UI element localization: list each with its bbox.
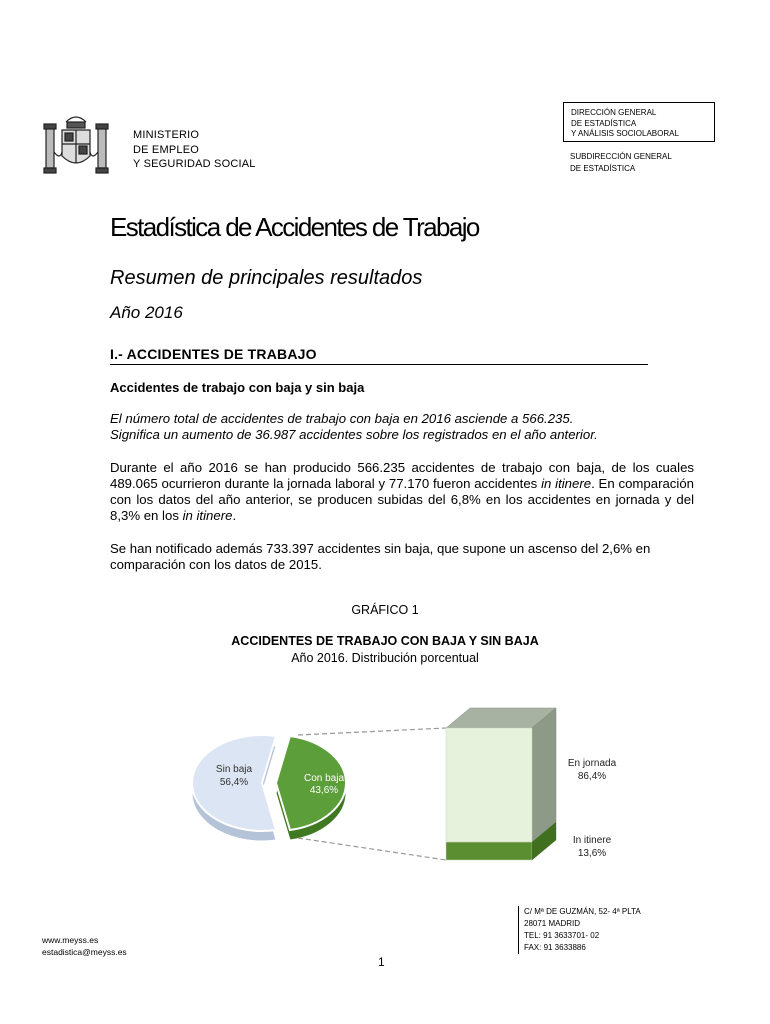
ministry-line-3: Y SEGURIDAD SOCIAL [133, 158, 256, 170]
intro-line-2: Significa un aumento de 36.987 accidentes sobre los registrados en el año anterior. [110, 427, 598, 442]
chart-label: GRÁFICO 1 [351, 603, 419, 617]
document-title: Estadística de Accidentes de Trabajo [110, 212, 479, 242]
footer-contact [42, 934, 127, 958]
address-line-1: C/ Mª DE GUZMÁN, 52- 4ª PLTA [524, 907, 641, 916]
website-link[interactable]: www.meyss.es [42, 935, 99, 945]
intro-line-1: El número total de accidentes de trabajo con baja en 2016 asciende a 566.235. [110, 411, 574, 426]
dg-line-3: Y ANÁLISIS SOCIOLABORAL [571, 129, 679, 138]
connector-line-bottom [298, 838, 446, 860]
paragraph-1-italic-a: in itinere [541, 476, 592, 491]
pie-label-con-baja: Con baja [303, 773, 345, 784]
pie-value-sin-baja: 56,4% [219, 777, 249, 788]
address-line-3: TEL: 91 3633701- 02 [524, 931, 600, 940]
document-year: Año 2016 [110, 303, 183, 322]
directorate-box [563, 102, 715, 142]
bar-label-in-itinere: In itinere [572, 835, 612, 846]
ministry-line-2: DE EMPLEO [133, 143, 199, 156]
bar-value-en-jornada: 86,4% [577, 771, 607, 782]
coat-of-arms-icon [40, 108, 112, 180]
document-subtitle: Resumen de principales resultados [110, 267, 423, 289]
chart-subtitle: Año 2016. Distribución porcentual [291, 651, 479, 665]
email-link[interactable]: estadistica@meyss.es [42, 947, 127, 957]
subdir-line-1: SUBDIRECCIÓN GENERAL [570, 152, 672, 161]
paragraph-1-italic-b: in itinere [182, 508, 233, 523]
section-title: I.- ACCIDENTES DE TRABAJO [110, 346, 648, 365]
dg-line-1: DIRECCIÓN GENERAL [571, 108, 657, 117]
footer-address [518, 906, 641, 954]
dg-line-2: DE ESTADÍSTICA [571, 118, 637, 128]
ministry-name [133, 128, 256, 172]
pie-label-sin-baja: Sin baja [215, 764, 253, 775]
section-subheading: Accidentes de trabajo con baja y sin baja [110, 380, 365, 395]
page-number: 1 [378, 955, 385, 969]
chart-title: ACCIDENTES DE TRABAJO CON BAJA Y SIN BAJA [231, 634, 539, 648]
connector-line-top [298, 728, 446, 735]
paragraph-1-text-b: . En comparación con los datos del año anterior, se producen subidas del 6,8% en los accidentes en jornada y del 8,3% en los [110, 476, 694, 523]
ministry-line-1: MINISTERIO [133, 129, 200, 141]
bar-label-en-jornada: En jornada [567, 758, 617, 769]
subdir-line-2: DE ESTADÍSTICA [570, 164, 636, 173]
paragraph-1-text-c: . [232, 508, 237, 523]
paragraph-2: Se han notificado además 733.397 accidentes sin baja, que supone un ascenso del 2,6% en comparación con los datos de 2015. [110, 541, 651, 572]
paragraph-1-text-a: Durante el año 2016 se han producido 566.235 accidentes de trabajo con baja, de los cuales 489.065 ocurrieron durante la jornada laboral y 77.170 fueron accidentes [110, 460, 694, 491]
address-line-4: FAX: 91 3633886 [524, 943, 586, 952]
paragraph-1 [110, 460, 694, 524]
bar-value-in-itinere: 13,6% [577, 848, 607, 859]
pie-value-con-baja: 43,6% [309, 785, 339, 796]
intro-paragraph [110, 411, 694, 443]
pie-chart [180, 690, 640, 880]
subdirectorate [570, 151, 672, 175]
bar-segment-in-itinere [446, 842, 532, 860]
address-line-2: 28071 MADRID [524, 919, 581, 928]
bar-segment-en-jornada [446, 728, 532, 842]
